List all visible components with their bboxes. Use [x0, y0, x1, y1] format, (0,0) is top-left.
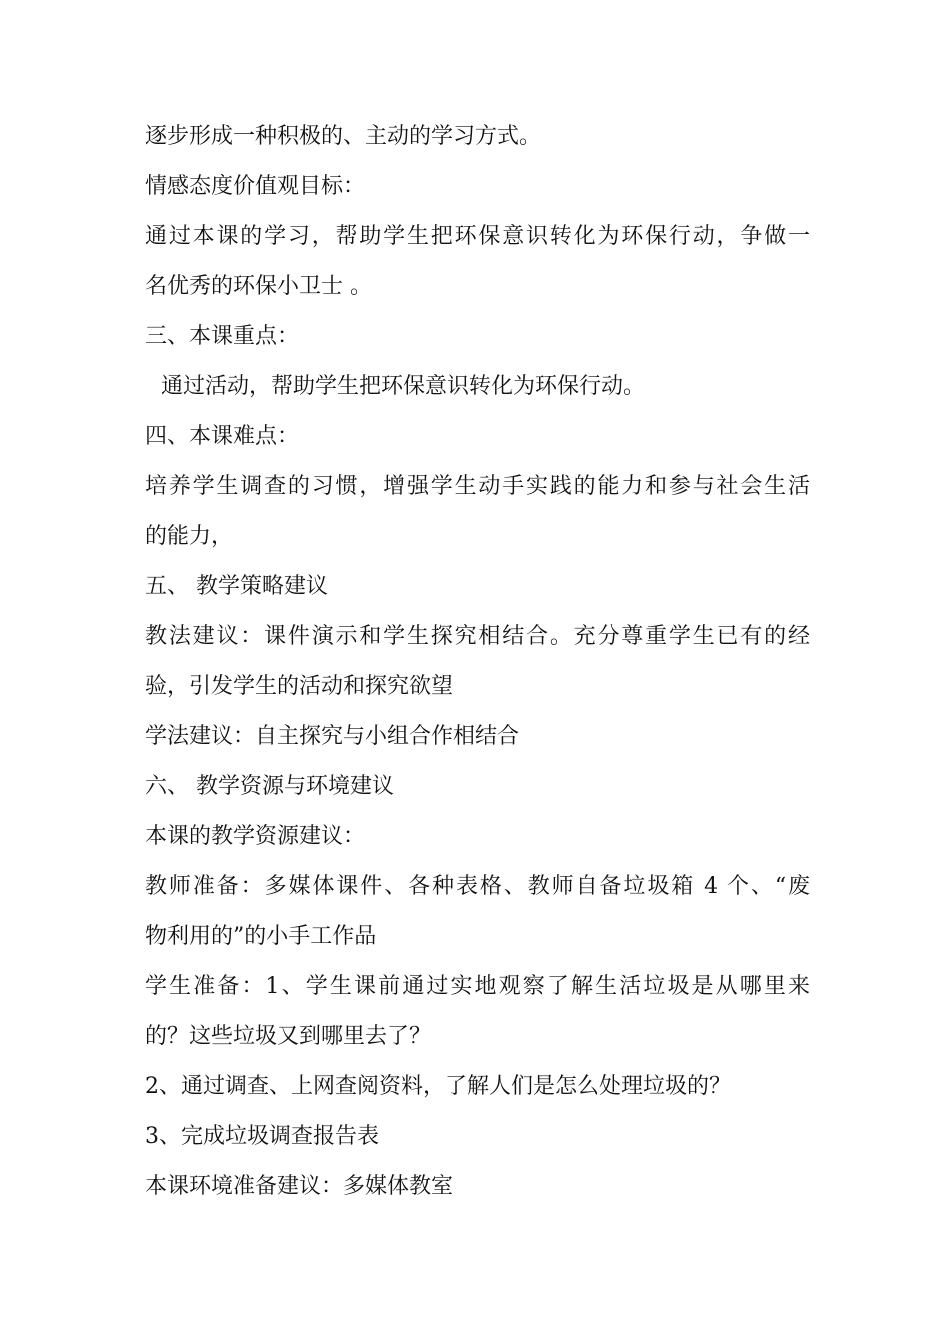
paragraph-line: 名优秀的环保小卫士 。: [145, 274, 372, 299]
paragraph-line: 的？这些垃圾又到哪里去了？: [145, 1024, 432, 1049]
section-heading: 情感态度价值观目标：: [145, 174, 366, 199]
paragraph-line: 的能力，: [145, 524, 234, 549]
paragraph-line: 逐步形成一种积极的、主动的学习方式。: [145, 124, 542, 149]
paragraph-line: 物利用的”的小手工作品: [145, 924, 377, 949]
paragraph-line: 本课的教学资源建议：: [145, 824, 366, 849]
section-heading: 五、 教学策略建议: [145, 574, 328, 599]
paragraph-line: 教师准备：多媒体课件、各种表格、教师自备垃圾箱 4 个、“废: [145, 874, 810, 899]
paragraph-line: 学生准备：1、学生课前通过实地观察了解生活垃圾是从哪里来: [145, 974, 810, 999]
paragraph-line: 验，引发学生的活动和探究欲望: [145, 674, 454, 699]
paragraph-line: 3、完成垃圾调查报告表: [145, 1124, 379, 1149]
paragraph-line: 通过本课的学习，帮助学生把环保意识转化为环保行动，争做一: [145, 224, 810, 249]
paragraph-line: 学法建议：自主探究与小组合作相结合: [145, 724, 520, 749]
section-heading: 六、 教学资源与环境建议: [145, 774, 394, 799]
paragraph-line: 培养学生调查的习惯，增强学生动手实践的能力和参与社会生活: [145, 474, 810, 499]
paragraph-line: 教法建议：课件演示和学生探究相结合。充分尊重学生已有的经: [145, 624, 810, 649]
paragraph-line: 本课环境准备建议：多媒体教室: [145, 1174, 454, 1199]
section-heading: 三、本课重点：: [145, 324, 300, 349]
document-body: [145, 112, 810, 1212]
section-heading: 四、本课难点：: [145, 424, 300, 449]
paragraph-line: 2、通过调查、上网查阅资料，了解人们是怎么处理垃圾的？: [145, 1074, 731, 1099]
paragraph-line: 通过活动，帮助学生把环保意识转化为环保行动。: [161, 374, 646, 399]
